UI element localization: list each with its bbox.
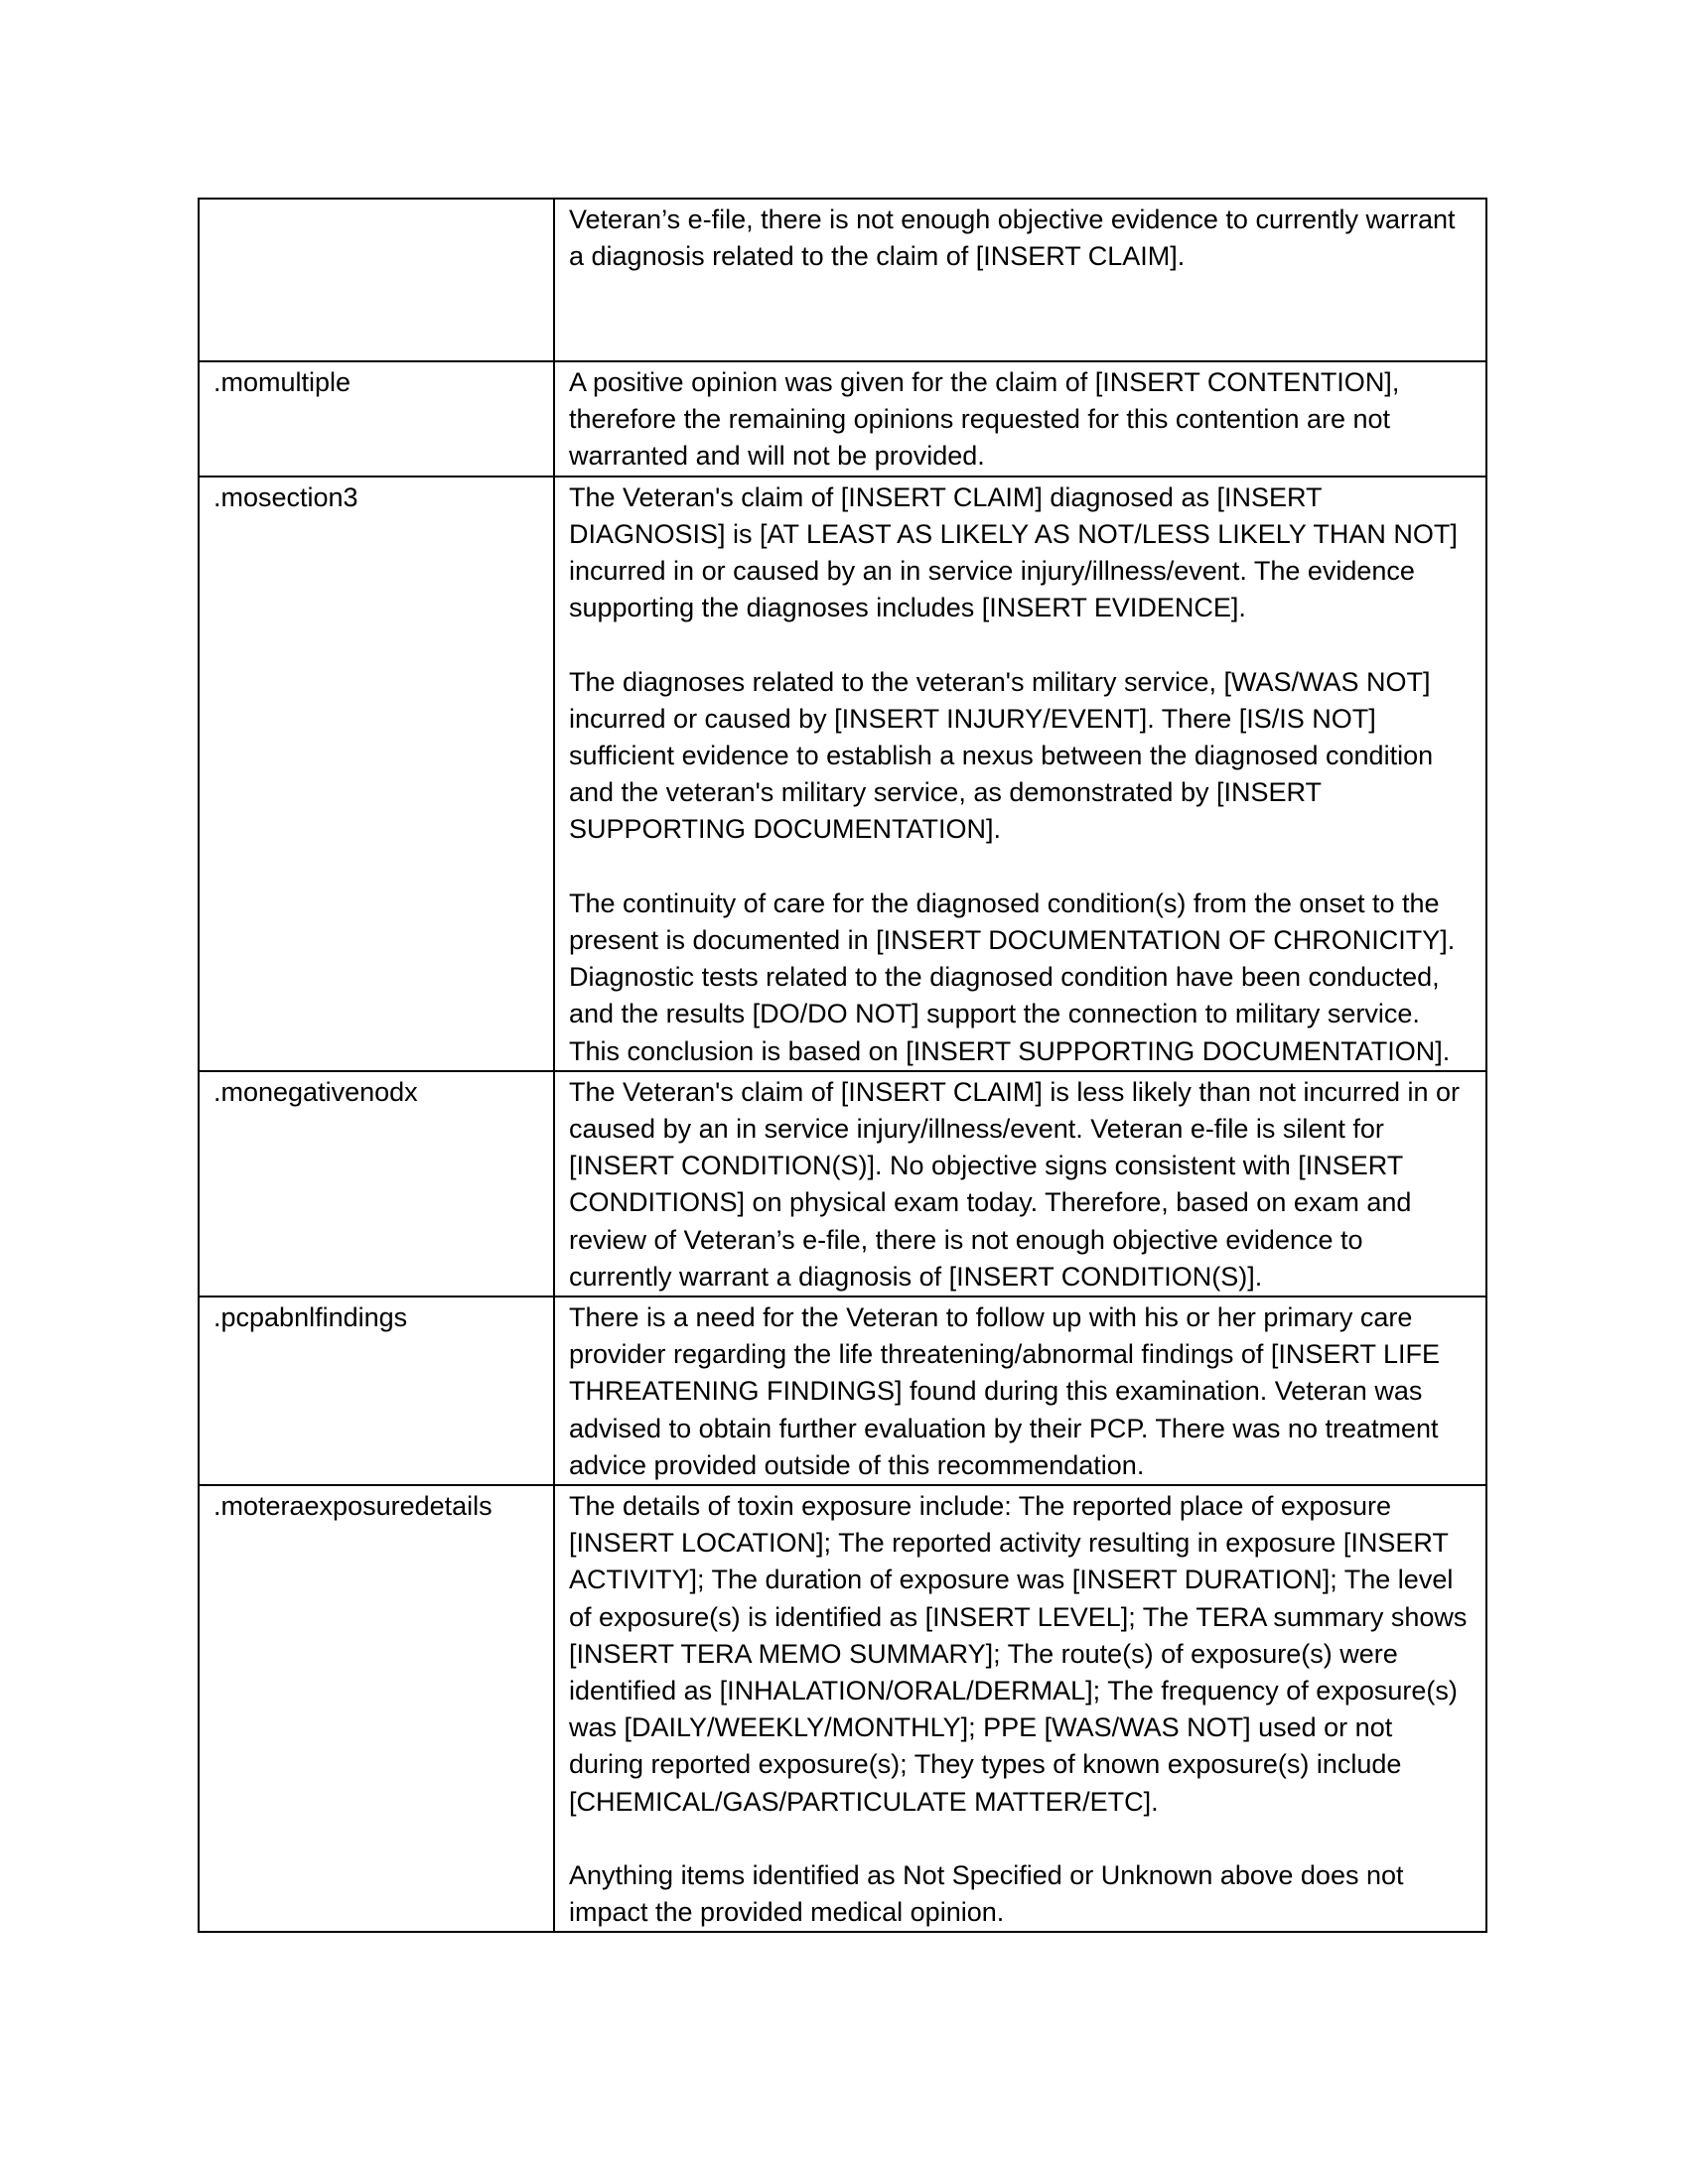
shortcut-cell: .pcpabnlfindings	[199, 1297, 554, 1485]
shortcut-cell: .moteraexposuredetails	[199, 1485, 554, 1932]
table-row	[199, 361, 1486, 477]
table-row	[199, 1485, 1486, 1932]
template-paragraph: The Veteran's claim of [INSERT CLAIM] is less likely than not incurred in or caused by an in service injury/illness/event. Veteran e-file is silent for [INSERT CONDITION(S)]. No objective signs consistent with [INSERT CONDITIONS] on physical exam today. Therefore, based on exam and review of Veteran’s e-file, there is not enough objective evidence to currently warrant a diagnosis of [INSERT CONDITION(S)].	[569, 1076, 1461, 1292]
template-paragraph: There is a need for the Veteran to follow up with his or her primary care provider regarding the life threatening/abnormal findings of [INSERT LIFE THREATENING FINDINGS] found during this examination. Veteran was advised to obtain further evaluation by their PCP. There was no treatment advice provided outside of this recommendation.	[569, 1302, 1440, 1480]
table-row	[199, 477, 1486, 1071]
template-text-cell	[554, 1485, 1486, 1932]
template-text-cell	[554, 199, 1486, 361]
table-row	[199, 1297, 1486, 1485]
shortcut-cell: .momultiple	[199, 361, 554, 477]
template-table	[198, 198, 1487, 1933]
shortcut-cell: .monegativenodx	[199, 1071, 554, 1297]
template-paragraph: A positive opinion was given for the claim of [INSERT CONTENTION], therefore the remaining opinions requested for this contention are not warranted and will not be provided.	[569, 367, 1400, 472]
shortcut-cell: .mosection3	[199, 477, 554, 1071]
template-paragraph: The continuity of care for the diagnosed condition(s) from the onset to the present is documented in [INSERT DOCUMENTATION OF CHRONICITY]. Diagnostic tests related to the diagnosed condition have been conducted, and the results [DO/DO NOT] support the connection to military service. This conclusion is based on [INSERT SUPPORTING DOCUMENTATION].	[569, 887, 1456, 1066]
template-text-cell	[554, 1297, 1486, 1485]
template-text-cell	[554, 361, 1486, 477]
table-row	[199, 1071, 1486, 1297]
template-paragraph: The details of toxin exposure include: The reported place of exposure [INSERT LOCATION]; The reported activity resulting in exposure [INSERT ACTIVITY]; The duration of exposure was [INSERT DURATION]; The level of exposure(s) is identified as [INSERT LEVEL]; The TERA summary shows [INSERT TERA MEMO SUMMARY]; The route(s) of exposure(s) were identified as [INHALATION/ORAL/DERMAL]; The frequency of exposure(s) was [DAILY/WEEKLY/MONTHLY]; PPE [WAS/WAS NOT] used or not during reported exposure(s); They types of known exposure(s) include [CHEMICAL/GAS/PARTICULATE MATTER/ETC].	[569, 1491, 1468, 1817]
template-paragraph: Anything items identified as Not Specified or Unknown above does not impact the provided medical opinion.	[569, 1860, 1404, 1928]
shortcut-cell	[199, 199, 554, 361]
template-text-cell	[554, 477, 1486, 1071]
table-row	[199, 199, 1486, 361]
template-paragraph: The Veteran's claim of [INSERT CLAIM] diagnosed as [INSERT DIAGNOSIS] is [AT LEAST AS LIKELY AS NOT/LESS LIKELY THAN NOT] incurred in or caused by an in service injury/illness/event. The evidence supporting the diagnoses includes [INSERT EVIDENCE].	[569, 481, 1458, 623]
template-paragraph: Veteran’s e-file, there is not enough objective evidence to currently warrant a diagnosis related to the claim of [INSERT CLAIM].	[569, 205, 1456, 272]
template-paragraph: The diagnoses related to the veteran's military service, [WAS/WAS NOT] incurred or caused by [INSERT INJURY/EVENT]. There [IS/IS NOT] sufficient evidence to establish a nexus between the diagnosed condition and the veteran's military service, as demonstrated by [INSERT SUPPORTING DOCUMENTATION].	[569, 666, 1434, 845]
template-text-cell	[554, 1071, 1486, 1297]
